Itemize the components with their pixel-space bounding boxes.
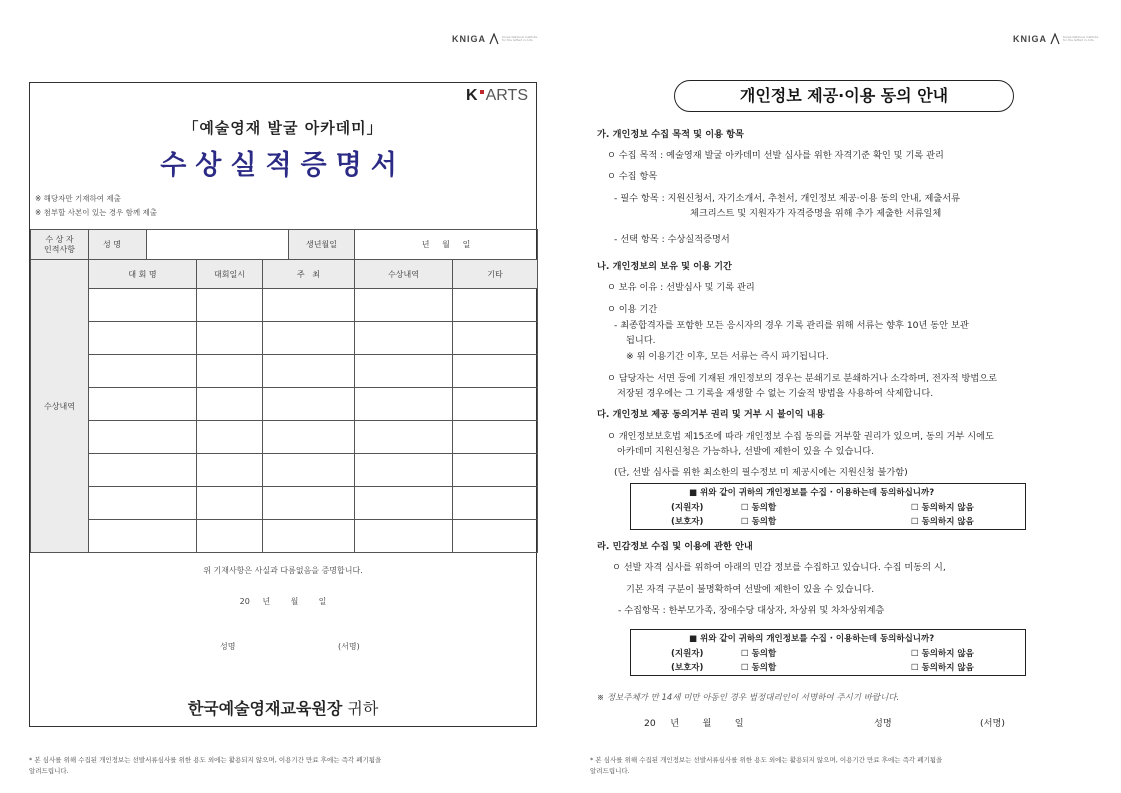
birth-label: 생년월일 xyxy=(289,230,355,260)
left-footer-line-1: * 본 심사를 위해 수집된 개인정보는 선발서류심사를 위한 용도 외에는 활용되지 않으며, 이용기간 만료 후에는 즉각 폐기됨을 xyxy=(29,756,382,764)
logo-text: KNIGA xyxy=(452,34,486,44)
col-award: 수상내역 xyxy=(355,260,453,289)
ga-optional: - 선택 항목 : 수상실적증명서 xyxy=(614,234,730,245)
table-row xyxy=(31,487,538,520)
ra-l1: ㅇ 선발 자격 심사를 위하여 아래의 민감 정보를 수집하고 있습니다. 수집 미동의 시, xyxy=(612,562,946,573)
consent-question: ■ 위와 같이 귀하의 개인정보를 수집 · 이용하는데 동의하십니까? xyxy=(689,488,935,498)
na-p2: 됩니다. xyxy=(626,335,656,346)
table-cell[interactable] xyxy=(197,355,263,388)
table-row xyxy=(31,388,538,421)
consent-question-2: ■ 위와 같이 귀하의 개인정보를 수집 · 이용하는데 동의하십니까? xyxy=(689,634,935,644)
col-etc: 기타 xyxy=(453,260,538,289)
applicant-disagree-checkbox-2[interactable]: ☐ 동의하지 않음 xyxy=(911,649,974,659)
table-cell[interactable] xyxy=(355,355,453,388)
table-cell[interactable] xyxy=(89,421,197,454)
table-cell[interactable] xyxy=(263,520,355,553)
guardian-agree-checkbox-2[interactable]: ☐ 동의함 xyxy=(741,663,777,673)
table-cell[interactable] xyxy=(89,289,197,322)
sign-label: 성명 xyxy=(220,642,236,651)
col-competition: 대 회 명 xyxy=(89,260,197,289)
ga-required-2: 체크리스트 및 지원자가 자격증명을 위해 추가 제출한 서류일체 xyxy=(690,208,942,219)
table-cell[interactable] xyxy=(197,520,263,553)
table-cell[interactable] xyxy=(355,454,453,487)
sign-mark[interactable]: (서명) xyxy=(338,642,360,651)
table-cell[interactable] xyxy=(453,388,538,421)
table-cell[interactable] xyxy=(355,520,453,553)
table-cell[interactable] xyxy=(355,289,453,322)
karts-k: K xyxy=(466,87,478,104)
table-cell[interactable] xyxy=(263,322,355,355)
table-cell[interactable] xyxy=(355,487,453,520)
consent-box-1 xyxy=(630,483,1026,530)
table-cell[interactable] xyxy=(263,388,355,421)
note-2: ※ 첨부할 사본이 있는 경우 함께 제출 xyxy=(35,208,158,217)
table-row xyxy=(31,355,538,388)
table-cell[interactable] xyxy=(197,487,263,520)
table-row xyxy=(31,322,538,355)
table-row xyxy=(31,520,538,553)
col-host: 주 최 xyxy=(263,260,355,289)
certificate-title: 수상실적증명서 xyxy=(160,150,406,181)
right-sign-mark[interactable]: (서명) xyxy=(980,718,1005,729)
logo-subtitle-right: Korea National Institute for the Gifted in Arts xyxy=(1063,35,1099,42)
confirm-text: 위 기재사항은 사실과 다름없음을 증명합니다. xyxy=(203,566,363,575)
note-1: ※ 해당자만 기재하여 제출 xyxy=(35,194,121,203)
table-cell[interactable] xyxy=(263,454,355,487)
table-cell[interactable] xyxy=(89,487,197,520)
consent-title: 개인정보 제공·이용 동의 안내 xyxy=(674,80,1014,112)
confirm-date[interactable]: 20 년 월 일 xyxy=(239,597,327,606)
addressee-suffix: 귀하 xyxy=(342,699,379,718)
guardian-label-2: (보호자) xyxy=(671,663,704,673)
birth-field[interactable]: 년 월 일 xyxy=(355,230,538,260)
da-l1: ㅇ 개인정보보호법 제15조에 따라 개인정보 수집 동의를 거부할 권리가 있으며, 동의 거부 시에도 xyxy=(607,431,994,442)
kniga-mark-icon xyxy=(1050,33,1060,45)
left-footer xyxy=(29,755,549,777)
kniga-logo-right xyxy=(1013,33,1099,45)
logo-subtitle: Korea National Institute for the Gifted in Arts xyxy=(502,35,538,42)
table-cell[interactable] xyxy=(89,322,197,355)
awards-table xyxy=(30,259,538,553)
table-cell[interactable] xyxy=(89,388,197,421)
name-field[interactable] xyxy=(147,230,289,260)
na-period: ㅇ 이용 기간 xyxy=(607,304,658,315)
ra-l2: 기본 자격 구분이 불명확하여 선발에 제한이 있을 수 있습니다. xyxy=(626,584,875,595)
section-na-head: 나. 개인정보의 보유 및 이용 기간 xyxy=(597,261,732,272)
ga-items: ㅇ 수집 항목 xyxy=(607,171,658,182)
consent-box-2 xyxy=(630,629,1026,676)
na-reason: ㅇ 보유 이유 : 선발심사 및 기록 관리 xyxy=(607,282,755,293)
minor-note: ※ 정보주체가 만 14세 미만 아동인 경우 법정대리인이 서명하여 주시기 바랍니다. xyxy=(597,693,900,703)
table-cell[interactable] xyxy=(355,322,453,355)
table-cell[interactable] xyxy=(89,355,197,388)
guardian-label: (보호자) xyxy=(671,517,704,527)
guardian-agree-checkbox[interactable]: ☐ 동의함 xyxy=(741,517,777,527)
logo-text-right: KNIGA xyxy=(1013,34,1047,44)
left-footer-line-2: 알려드립니다. xyxy=(29,767,69,775)
ra-l3: - 수집항목 : 한부모가족, 장애수당 대상자, 차상위 및 차차상위계층 xyxy=(618,605,885,616)
applicant-agree-checkbox[interactable]: ☐ 동의함 xyxy=(741,503,777,513)
guardian-disagree-checkbox[interactable]: ☐ 동의하지 않음 xyxy=(911,517,974,527)
na-p1: - 최종합격자를 포함한 모든 응시자의 경우 기록 관리를 위해 서류는 향후 10년 동안 보관 xyxy=(614,320,969,331)
table-cell[interactable] xyxy=(197,421,263,454)
ga-purpose: ㅇ 수집 목적 : 예술영재 발굴 아카데미 선발 심사를 위한 자격기준 확인 및 기록 관리 xyxy=(607,150,944,161)
table-cell[interactable] xyxy=(355,421,453,454)
section-da-head: 다. 개인정보 제공 동의거부 권리 및 거부 시 불이익 내용 xyxy=(597,409,825,420)
table-cell[interactable] xyxy=(263,289,355,322)
applicant-disagree-checkbox[interactable]: ☐ 동의하지 않음 xyxy=(911,503,974,513)
na-p5: 저장된 경우에는 그 기록을 재생할 수 없는 기술적 방법을 사용하여 삭제합니다. xyxy=(617,388,934,399)
table-cell[interactable] xyxy=(263,355,355,388)
recipient-table xyxy=(30,229,538,260)
table-cell[interactable] xyxy=(197,322,263,355)
right-date[interactable]: 20 년 월 일 xyxy=(644,718,744,729)
table-cell[interactable] xyxy=(197,289,263,322)
table-cell[interactable] xyxy=(453,289,538,322)
col-date: 대회일시 xyxy=(197,260,263,289)
awards-side-label: 수상내역 xyxy=(31,260,89,553)
table-cell[interactable] xyxy=(197,454,263,487)
right-footer xyxy=(590,755,1115,777)
table-cell[interactable] xyxy=(263,421,355,454)
applicant-label-2: (지원자) xyxy=(671,649,704,659)
na-p4: ㅇ 담당자는 서면 등에 기재된 개인정보의 경우는 분쇄기로 분쇄하거나 소각하며, 전자적 방법으로 xyxy=(607,373,998,384)
kniga-mark-icon xyxy=(489,33,499,45)
name-label: 성 명 xyxy=(89,230,147,260)
table-cell[interactable] xyxy=(453,421,538,454)
table-row xyxy=(31,289,538,322)
academy-title: 「예술영재 발굴 아카데미」 xyxy=(183,119,383,137)
addressee xyxy=(30,696,536,719)
table-cell[interactable] xyxy=(453,487,538,520)
guardian-disagree-checkbox-2[interactable]: ☐ 동의하지 않음 xyxy=(911,663,974,673)
kniga-logo xyxy=(452,33,538,45)
karts-arts: ARTS xyxy=(485,87,528,104)
na-p3: ※ 위 이용기간 이후, 모든 서류는 즉시 파기됩니다. xyxy=(626,351,829,362)
right-sign-label: 성명 xyxy=(874,718,892,729)
table-cell[interactable] xyxy=(89,520,197,553)
right-footer-line-1: * 본 심사를 위해 수집된 개인정보는 선발서류심사를 위한 용도 외에는 활용되지 않으며, 이용기간 만료 후에는 즉각 폐기됨을 xyxy=(590,756,943,764)
applicant-agree-checkbox-2[interactable]: ☐ 동의함 xyxy=(741,649,777,659)
applicant-label: (지원자) xyxy=(671,503,704,513)
da-l2: 아카데미 지원신청은 가능하나, 선발에 제한이 있을 수 있습니다. xyxy=(617,446,875,457)
karts-square-icon xyxy=(480,90,484,94)
award-certificate-form xyxy=(29,82,537,727)
table-row xyxy=(31,454,538,487)
table-cell[interactable] xyxy=(453,355,538,388)
table-cell[interactable] xyxy=(263,487,355,520)
table-row xyxy=(31,421,538,454)
table-cell[interactable] xyxy=(355,388,453,421)
table-cell[interactable] xyxy=(453,322,538,355)
table-cell[interactable] xyxy=(89,454,197,487)
ga-required-1: - 필수 항목 : 지원신청서, 자기소개서, 추천서, 개인정보 제공·이용 동의 안내, 제출서류 xyxy=(614,193,961,204)
da-l3: (단, 선발 심사를 위한 최소한의 필수정보 미 제공시에는 지원신청 불가함) xyxy=(614,467,908,478)
table-cell[interactable] xyxy=(453,520,538,553)
table-cell[interactable] xyxy=(453,454,538,487)
karts-logo xyxy=(466,87,528,105)
right-footer-line-2: 알려드립니다. xyxy=(590,767,630,775)
section-ga-head: 가. 개인정보 수집 목적 및 이용 항목 xyxy=(597,129,744,140)
recipient-header: 수 상 자 인적사항 xyxy=(31,230,89,260)
addressee-name: 한국예술영재교육원장 xyxy=(187,699,343,718)
table-cell[interactable] xyxy=(197,388,263,421)
section-ra-head: 라. 민감정보 수집 및 이용에 관한 안내 xyxy=(597,541,753,552)
